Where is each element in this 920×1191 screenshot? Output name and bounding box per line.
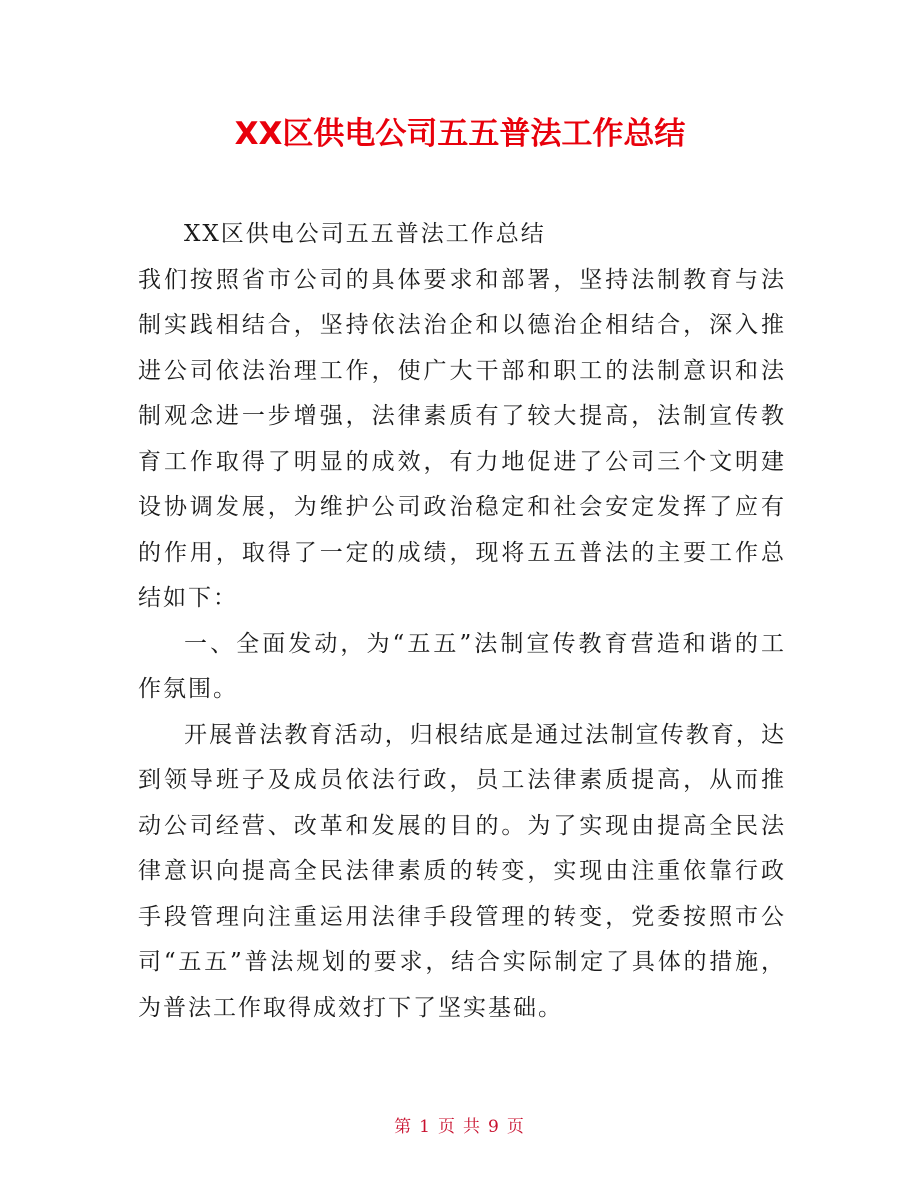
footer-page-word: 页 xyxy=(438,1117,457,1137)
footer-total-pages: 9 xyxy=(488,1117,501,1137)
footer-current-page: 1 xyxy=(419,1117,432,1137)
footer-suffix: 页 xyxy=(506,1117,526,1137)
page-footer xyxy=(0,1112,920,1137)
paragraph-intro: 我们按照省市公司的具体要求和部署，坚持法制教育与法制实践相结合，坚持依法治企和以德治企相结合，深入推进公司依法治理工作，使广大干部和职工的法制意识和法制观念进一步增强，法律素质有了较大提高，法制宣传教育工作取得了明显的成效，有力地促进了公司三个文明建设协调发展，为维护公司政治稳定和社会安定发挥了应有的作用，取得了一定的成绩，现将五五普法的主要工作总结如下： xyxy=(138,266,786,611)
paragraph-section-1: 开展普法教育活动，归根结底是通过法制宣传教育，达到领导班子及成员依法行政，员工法律素质提高，从而推动公司经营、改革和发展的目的。为了实现由提高全民法律意识向提高全民法律素质的转变，实现由注重依靠行政手段管理向注重运用法律手段管理的转变，党委按照市公司“五五”普法规划的要求，结合实际制定了具体的措施，为普法工作取得成效打下了坚实基础。 xyxy=(138,721,786,1021)
document-subtitle: XX区供电公司五五普法工作总结 xyxy=(184,221,546,247)
footer-prefix: 第 xyxy=(394,1117,414,1137)
footer-total-word: 共 xyxy=(463,1117,482,1137)
document-body xyxy=(138,212,786,1031)
document-title: XX区供电公司五五普法工作总结 xyxy=(234,116,686,152)
section-heading-1: 一、全面发动，为“五五”法制宣传教育营造和谐的工作氛围。 xyxy=(138,630,786,702)
